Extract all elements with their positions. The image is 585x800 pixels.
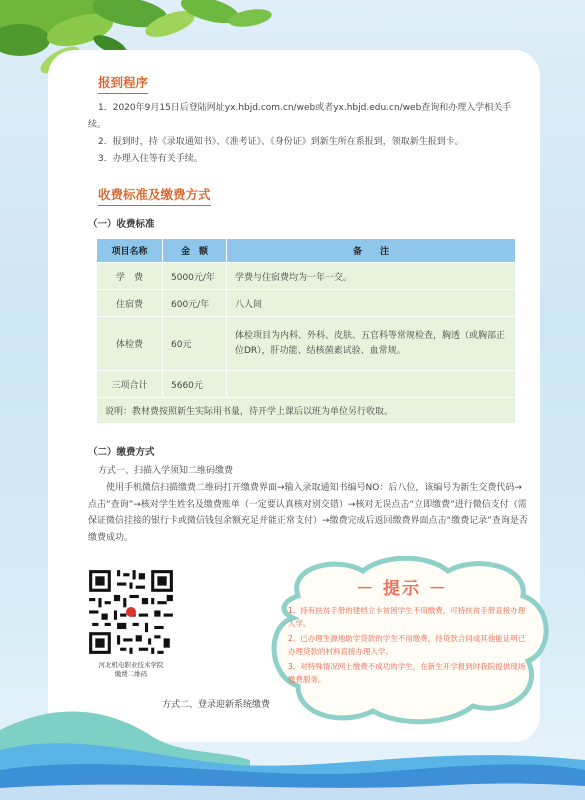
main-content [88, 50, 528, 546]
table-row [97, 263, 516, 290]
qr-code-block [86, 567, 176, 680]
cell-amount: 5660元 [163, 371, 227, 398]
registration-step-2: 2．报到时，持《录取通知书》、《准考证》、《身份证》到新生所在系报到，领取新生报到卡。 [98, 137, 464, 147]
fee-table-header [97, 239, 516, 263]
qr-caption-school: 河北机电职业技术学院 [98, 661, 164, 669]
registration-title: 报到程序 [98, 73, 148, 94]
header-remarks: 备 注 [227, 239, 516, 263]
cell-amount: 600元/年 [163, 290, 227, 317]
cell-amount: 5000元/年 [163, 263, 227, 290]
cell-item: 体检费 [97, 317, 163, 371]
qr-caption-label: 缴费二维码 [114, 670, 148, 678]
cell-remark [227, 371, 516, 398]
payment-subtitle: （二）缴费方式 [88, 447, 155, 458]
fees-title: 收费标准及缴费方式 [98, 185, 211, 206]
tip-item-1: 1、持有扶贫手册的建档立卡贫困学生不用缴费，可持扶贫手册直接办理入学。 [288, 606, 526, 628]
cell-remark: 八人间 [227, 290, 516, 317]
fees-subtitle: （一）收费标准 [88, 219, 155, 230]
method2-title: 方式二、登录迎新系统缴费 [162, 700, 271, 710]
registration-step-3: 3．办理入住等有关手续。 [98, 154, 203, 164]
cell-amount: 60元 [163, 317, 227, 371]
tip-title: － 提示 － [356, 579, 448, 599]
header-item-name: 项目名称 [97, 239, 163, 263]
fee-table-note: 说明：教材费按照新生实际用书量，待开学上课后以班为单位另行收取。 [97, 398, 516, 424]
method1-title: 方式一、扫描入学须知二维码缴费 [98, 466, 234, 476]
qr-code-image [86, 567, 176, 657]
table-row [97, 398, 516, 424]
header-amount: 金 额 [163, 239, 227, 263]
cell-item: 三项合计 [97, 371, 163, 398]
cell-remark: 学费与住宿费均为一年一交。 [227, 263, 516, 290]
table-row [97, 371, 516, 398]
cell-item: 学 费 [97, 263, 163, 290]
cell-item: 住宿费 [97, 290, 163, 317]
method1-text: 使用手机微信扫描缴费二维码打开缴费界面→输入录取通知书编号NO：后八位，该编号为新生交费代码→点击“查询”→核对学生姓名及缴费账单（一定要认真核对别交错）→核对无误点击“立即缴费”进行微信支付（需保证微信挂接的银行卡或微信钱包余额充足并能正常支付）→缴费完成后返回缴费界面点击“缴费记录”查询是否缴费成功。 [88, 483, 528, 543]
tip-item-2: 2、已办理生源地助学贷款的学生不用缴费，持贷款合同或其他能证明已办理贷款的材料直接办理入学。 [288, 634, 526, 656]
cell-remark: 体检项目为内科、外科、皮肤、五官科等常规检查，胸透（或胸部正位DR），肝功能、结核菌素试验、血常规。 [227, 317, 516, 371]
wave-decoration [0, 690, 585, 800]
registration-step-1: 1．2020年9月15日后登陆网址yx.hbjd.com.cn/web或者yx.hbjd.edu.cn/web查询和办理入学相关手续。 [88, 103, 512, 130]
tip-item-3: 3、对特殊情况网上缴费不成功的学生，在新生开学报到时我院提供现场缴费服务。 [288, 662, 526, 684]
fee-table [96, 238, 516, 424]
table-row [97, 290, 516, 317]
tip-list [288, 604, 528, 688]
table-row [97, 317, 516, 371]
